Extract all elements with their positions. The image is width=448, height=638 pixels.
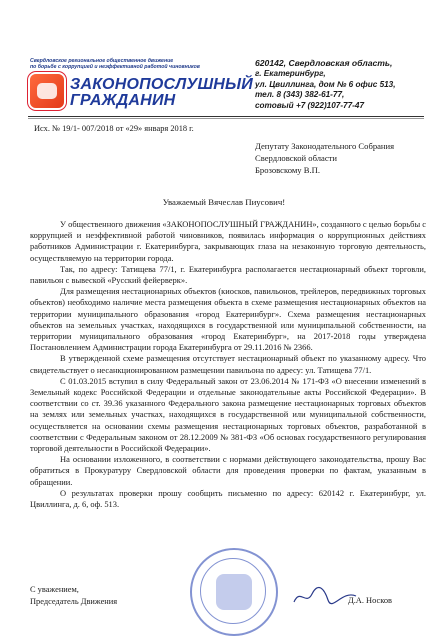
paragraph: У общественного движения «ЗАКОНОПОСЛУШНЫЙ ГРАЖДАНИН», созданного с целью борьбы с коррупцией и неэффективной работой чиновников, появилась информация о коррупционных действиях работников Администрации г. Екатеринбурга, закрывающих глаза на незаконную торговую деятельность, осуществляемую на территории города. bbox=[30, 219, 426, 263]
org-logo bbox=[30, 74, 253, 110]
fist-logo-icon bbox=[30, 74, 64, 108]
paragraph: Так, по адресу: Татищева 77/1, г. Екатеринбурга располагается нестационарный объект торговли, павильон с вывеской «Русский фейерверк». bbox=[30, 263, 426, 286]
address-line: г. Екатеринбург, bbox=[255, 69, 326, 78]
paragraph: В утвержденной схеме размещения отсутствует нестационарный объект по указанному адресу. Что свидетельствует о несанкционированном размещении павильона по адресу: ул. Татищева 77/1. bbox=[30, 353, 426, 375]
signer-title: Председатель Движения bbox=[30, 596, 118, 606]
signer-name: Д.А. Носков bbox=[348, 596, 392, 605]
brand-line1: ЗАКОНОПОСЛУШНЫЙ bbox=[70, 76, 253, 93]
org-subtitle-line1: Свердловское региональное общественное движение bbox=[30, 58, 174, 64]
stamp-emblem-icon bbox=[216, 574, 252, 610]
paragraph: С 01.03.2015 вступил в силу Федеральный закон от 23.06.2014 № 171-ФЗ «О внесении изменений в Земельный кодекс Российской Федерации и отдельные законодательные акты Российской Федерации». В соответствии со ст. 39.36 указанного Федерального закона размещение нестационарных торговых объектов на землях или земельных участках, находящихся в государственной или муниципальной собственности, осуществляется на основании схемы размещения нестационарных торговых объектов, разработанной в соответствии с Федеральным законом от 28.12.2009 № 381-ФЗ «Об основах государственного регулирования торговой деятельности в Российской Федерации». bbox=[30, 375, 426, 454]
closing-line: С уважением, bbox=[30, 585, 79, 594]
header-divider bbox=[28, 116, 424, 117]
paragraph: О результатах проверки прошу сообщить письменно по адресу: 620142 г. Екатеринбург, ул. Цвиллинга, д. 6, оф. 513. bbox=[30, 487, 426, 510]
paragraph: Для размещения нестационарных объектов (киосков, павильонов, трейлеров, передвижных торговых объектов) необходимо наличие места размещения объекта в схеме размещения нестационарных объектов на территории муниципального образования «город Екатеринбург». Схема размещения нестационарных объектов на земельных участках, находящихся в государственной или муниципальной собственности, на территории муниципального образования «город Екатеринбург», на 2017-2018 годы утверждена Постановлением Администрации города Екатеринбурга от 29.11.2016 № 2366. bbox=[30, 286, 426, 353]
organization-stamp bbox=[190, 548, 278, 636]
recipient-line: Свердловской области bbox=[255, 153, 338, 163]
address-line: 620142, Свердловская область, bbox=[255, 58, 393, 68]
address-line: сотовый +7 (922)107-77-47 bbox=[255, 100, 364, 110]
paragraph: На основании изложенного, в соответствии с нормами действующего законодательства, прошу Вас обратиться в Прокуратуру Свердловской области для проведения проверки по фактам, указанным в обращении. bbox=[30, 454, 426, 487]
greeting: Уважаемый Вячеслав Пиусович! bbox=[162, 197, 286, 207]
org-subtitle bbox=[30, 58, 240, 70]
closing-block bbox=[30, 584, 117, 607]
address-line: тел. 8 (343) 382-61-77, bbox=[255, 90, 345, 99]
brand-line2: ГРАЖДАНИН bbox=[70, 92, 176, 109]
address-line: ул. Цвиллинга, дом № 6 офис 513, bbox=[255, 79, 396, 89]
header-divider-thin bbox=[28, 118, 424, 119]
outgoing-reference: Исх. № 19/1- 007/2018 от «29» января 2018 г. bbox=[34, 124, 194, 133]
org-subtitle-line2: по борьбе с коррупцией и неэффективной работой чиновников bbox=[30, 64, 200, 70]
letter-body bbox=[30, 219, 426, 510]
recipient-block bbox=[255, 140, 425, 176]
org-address bbox=[255, 58, 440, 111]
recipient-line: Брозовскому В.П. bbox=[255, 165, 320, 175]
recipient-line: Депутату Законодательного Собрания bbox=[255, 141, 395, 151]
